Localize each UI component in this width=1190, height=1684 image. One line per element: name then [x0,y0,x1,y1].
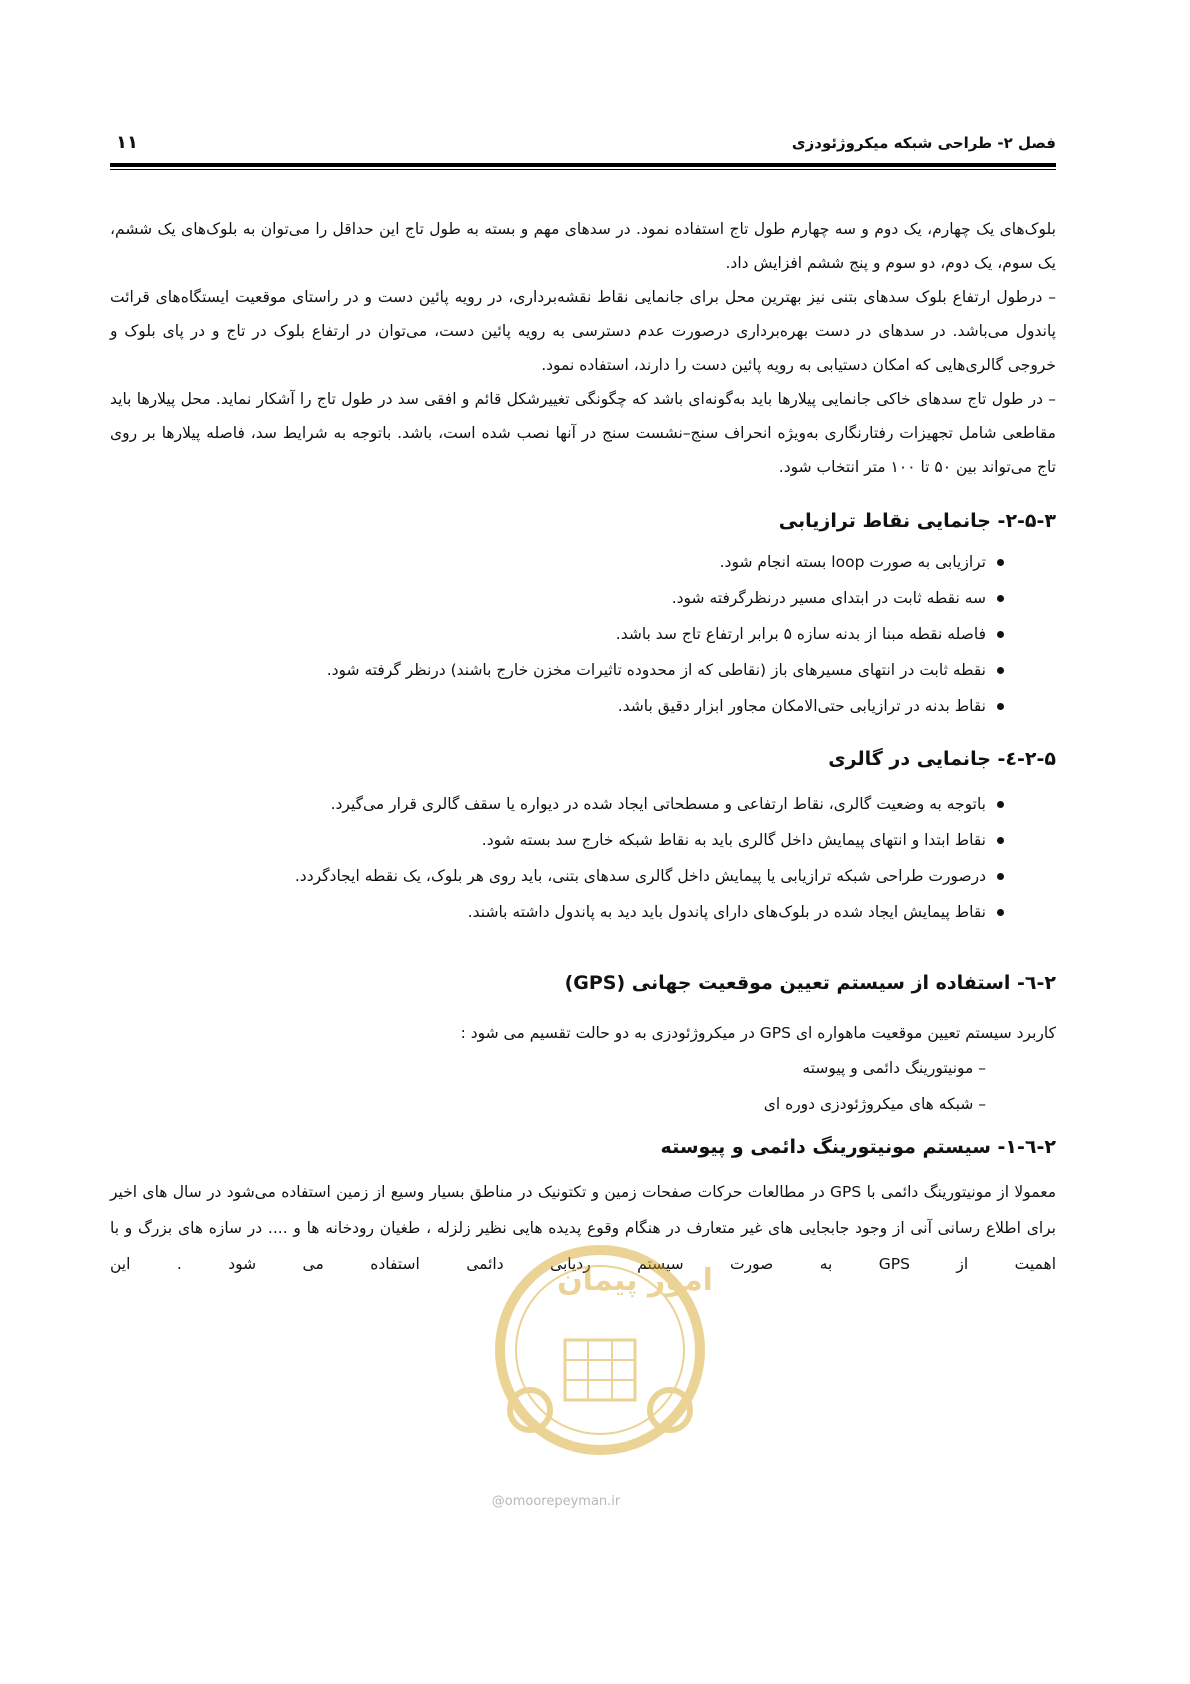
section-heading-gallery: ۲-۵-٤- جانمایی در گالری [828,748,1056,770]
section-heading-leveling: ۲-۵-۳- جانمایی نقاط ترازیابی [778,510,1056,532]
chapter-title: فصل ۲- طراحی شبکه میکروژئودزی [791,134,1056,152]
intro-paragraph-1: بلوک‌های یک چهارم، یک دوم و سه چهارم طول تاج استفاده نمود. در سدهای مهم و بسته به طول تاج این حداقل را می‌توان به بلوک‌های یک ششم، یک سوم، یک دوم، دو سوم و پنج ششم افزایش داد. [110,220,1056,272]
list-item: سه نقطه ثابت در ابتدای مسیر درنظرگرفته شود. [110,580,1056,616]
gallery-bullet-list [110,786,1056,930]
gps-intro-text: کاربرد سیستم تعیین موقعیت ماهواره ای GPS در میکروژئودزی به دو حالت تقسیم می شود : [460,1024,1056,1042]
list-item: ترازیابی به صورت loop بسته انجام شود. [110,544,1056,580]
watermark-logo-text: امور پیمان [557,1263,713,1298]
list-item: نقاط پیمایش ایجاد شده در بلوک‌های دارای پاندول باید دید به پاندول داشته باشند. [110,894,1056,930]
intro-paragraph-3: – در طول تاج سدهای خاکی جانمایی پیلارها باید به‌گونه‌ای باشد که چگونگی تغییرشکل قائم و افقی سد در طول تاج را آشکار نماید. محل پیلارها باید مقاطعی شامل تجهیزات رفتارنگاری به‌ویژه انحراف سنج–نشست سنج در آنها نصب شده است، باشد. باتوجه به شرایط سد، فاصله پیلارها بر روی تاج می‌تواند بین ۵۰ تا ۱۰۰ متر انتخاب شود. [110,390,1056,476]
section-heading-gps: ۲-٦- استفاده از سیستم تعیین موقعیت جهانی (GPS) [564,972,1056,994]
page-header [110,128,1056,162]
section-heading-monitoring: ۲-٦-۱- سیستم مونیتورینگ دائمی و پیوسته [660,1136,1056,1158]
header-rule-thin [110,169,1056,170]
list-item: درصورت طراحی شبکه ترازیابی یا پیمایش داخل گالری سدهای بتنی، باید روی هر بلوک، یک نقطه ایجادگردد. [110,858,1056,894]
leveling-bullet-list [110,544,1056,724]
watermark-url: @omoorepeyman.ir [491,1494,621,1509]
watermark-logo [470,1230,730,1480]
header-rule-thick [110,163,1056,167]
list-item: – شبکه های میکروژئودزی دوره ای [763,1095,986,1113]
list-item: باتوجه به وضعیت گالری، نقاط ارتفاعی و مسطحاتی ایجاد شده در دیواره یا سقف گالری قرار می‌گیرد. [110,786,1056,822]
list-item: نقاط بدنه در ترازیابی حتی‌الامکان مجاور ابزار دقیق باشد. [110,688,1056,724]
list-item: نقاط ابتدا و انتهای پیمایش داخل گالری باید به نقاط شبکه خارج سد بسته شود. [110,822,1056,858]
list-item: فاصله نقطه مبنا از بدنه سازه ۵ برابر ارتفاع تاج سد باشد. [110,616,1056,652]
page-body [110,212,1056,1282]
list-item: – مونیتورینگ دائمی و پیوسته [802,1059,986,1077]
intro-paragraph-2: – درطول ارتفاع بلوک سدهای بتنی نیز بهترین محل برای جانمایی نقاط نقشه‌برداری، در رویه پائین دست و در راستای موقعیت ایستگاه‌های قرائت پاندول می‌باشد. در سدهای در دست بهره‌برداری درصورت عدم دسترسی به رویه پائین دست، می‌توان در ارتفاع بلوک در تاج و در پای بلوک و خروجی گالری‌هایی که امکان دستیابی به رویه پائین دست را دارند، استفاده نمود. [110,288,1056,374]
monitoring-paragraph: معمولا از مونیتورینگ دائمی با GPS در مطالعات حرکات صفحات زمین و تکتونیک در مناطق بسیار وسیع از زمین استفاده می‌شود در سال های اخیر برای اطلاع رسانی آنی از وجود جابجایی های غیر متعارف در هنگام وقوع پدیده هایی نظیر زلزله ، طغیان رودخانه ها و .... در سازه های بزرگ و با اهمیت از GPS به صورت سیستم ردیابی دائمی استفاده می شود . این [110,1183,1056,1273]
gps-mode-list [110,1050,1056,1122]
page-number: ۱۱ [116,132,138,153]
list-item: نقطه ثابت در انتهای مسیرهای باز (نقاطی که از محدوده تاثیرات مخزن خارج باشند) درنظر گرفته شود. [110,652,1056,688]
